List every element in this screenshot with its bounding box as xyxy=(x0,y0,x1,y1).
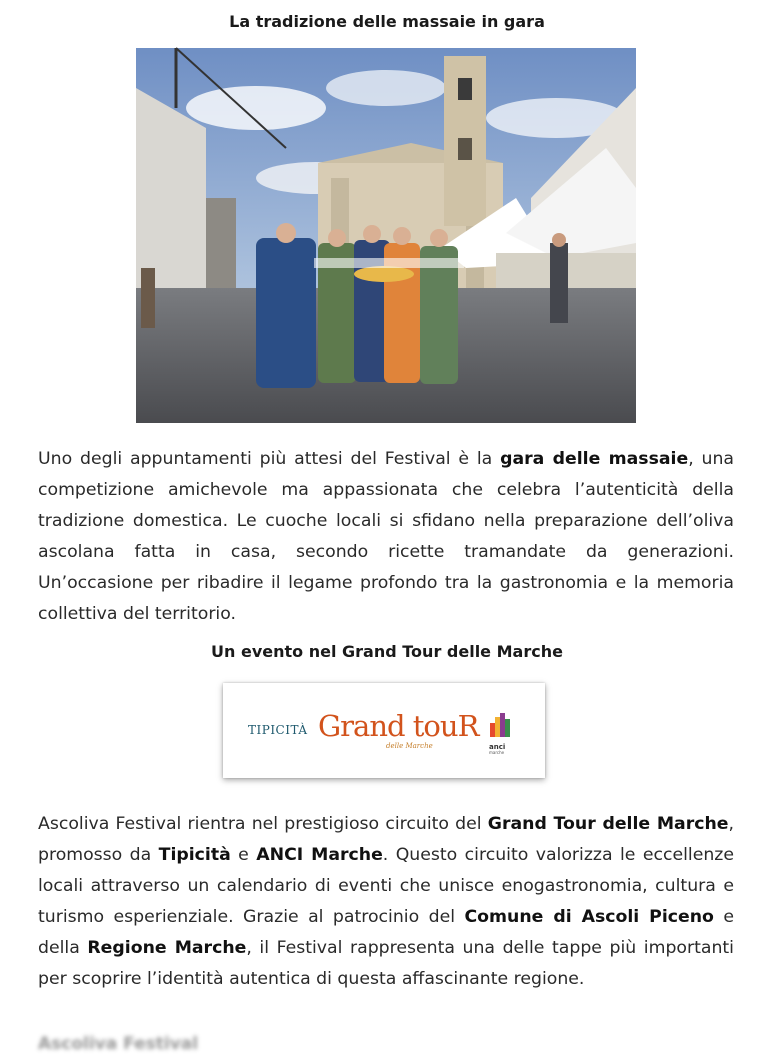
grand-tour-logo-banner xyxy=(223,683,545,778)
bold-comune-ascoli: Comune di Ascoli Piceno xyxy=(464,907,714,927)
next-section-heading-partial: Ascoliva Festival xyxy=(38,1034,199,1054)
bold-regione-marche: Regione Marche xyxy=(87,938,247,958)
grand-tour-paragraph: Ascoliva Festival rientra nel prestigioso circuito del Grand Tour delle Marche, promosso da Tipicità e ANCI Marche. Questo circuito valorizza le eccellenze locali attraverso un calendario di eventi che unisce enogastronomia, cultura e turismo esperienziale. Grazie al patrocinio del Comune di Ascoli Piceno e della Regione Marche, il Festival rappresenta una delle tappe più importanti per scoprire l’identità autentica di questa affascinante regione. xyxy=(38,814,734,989)
grand-tour-logo xyxy=(318,709,479,754)
section-heading-grand-tour: Un evento nel Grand Tour delle Marche xyxy=(211,642,563,661)
anci-logo-text: anci xyxy=(489,743,506,751)
bold-grand-tour: Grand Tour delle Marche xyxy=(487,814,729,834)
massaie-photo xyxy=(136,48,636,423)
bold-anci-marche: ANCI Marche xyxy=(256,845,383,865)
grand-tour-logo-text: Grand touR xyxy=(318,709,479,743)
section-heading-massaie: La tradizione delle massaie in gara xyxy=(229,12,545,31)
tipicita-logo: TIPICITÀ xyxy=(248,723,308,737)
bold-gara-delle-massaie: gara delle massaie xyxy=(500,449,689,469)
grand-tour-logo-subtitle: delle Marche xyxy=(386,742,433,750)
anci-logo-subtext: marche xyxy=(489,750,505,755)
massaie-paragraph: Uno degli appuntamenti più attesi del Festival è la gara delle massaie, una competizione amichevole ma appassionata che celebra l’autenticità della tradizione domestica. Le cuoche locali si sfidano nella preparazione dell’oliva ascolana fatta in casa, secondo ricette tramandate da generazioni. Un’occasione per ribadire il legame profondo tra la gastronomia e la memoria collettiva del territorio. xyxy=(38,449,734,624)
bold-tipicita: Tipicità xyxy=(158,845,231,865)
